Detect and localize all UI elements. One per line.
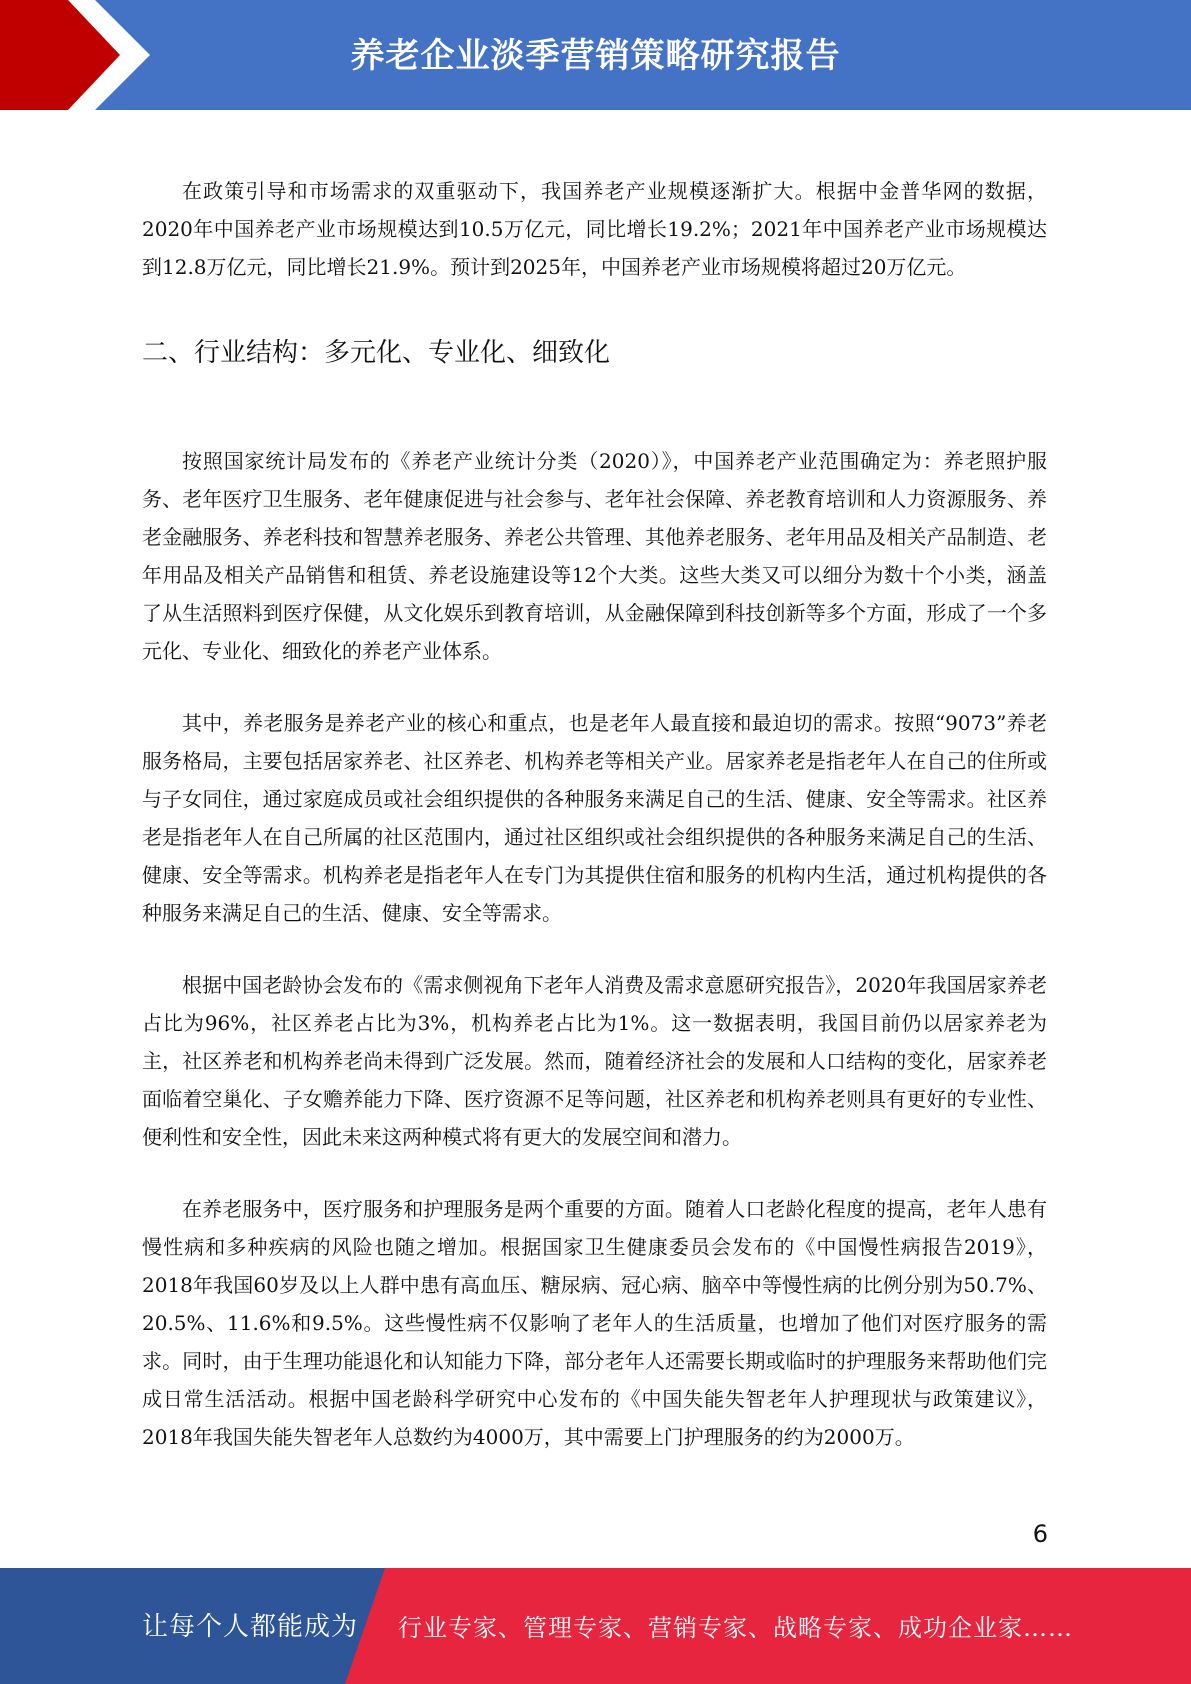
- paragraph-classification: 按照国家统计局发布的《养老产业统计分类（2020）》，中国养老产业范围确定为：养老照护服务、老年医疗卫生服务、老年健康促进与社会参与、老年社会保障、养老教育培训和人力资源服务、养老金融服务、养老科技和智慧养老服务、养老公共管理、其他养老服务、老年用品及相关产品制造、老年用品及相关产品销售和租赁、养老设施建设等12个大类。这些大类又可以细分为数十个小类，涵盖了从生活照料到医疗保健，从文化娱乐到教育培训，从金融保障到科技创新等多个方面，形成了一个多元化、专业化、细致化的养老产业体系。: [142, 449, 1047, 663]
- page-number: 6: [1032, 1520, 1048, 1548]
- footer-slogan-right: 行业专家、管理专家、营销专家、战略专家、成功企业家……: [398, 1614, 1073, 1642]
- paragraph-survey-data: 根据中国老龄协会发布的《需求侧视角下老年人消费及需求意愿研究报告》，2020年我国居家养老占比为96%，社区养老占比为3%，机构养老占比为1%。这一数据表明，我国目前仍以居家养老为主，社区养老和机构养老尚未得到广泛发展。然而，随着经济社会的发展和人口结构的变化，居家养老面临着空巢化、子女赡养能力下降、医疗资源不足等问题，社区养老和机构养老则具有更好的专业性、便利性和安全性，因此未来这两种模式将有更大的发展空间和潜力。: [142, 973, 1047, 1149]
- section-title: 二、行业结构：多元化、专业化、细致化: [142, 338, 611, 368]
- page-footer: [0, 1568, 1191, 1684]
- intro-paragraph: 在政策引导和市场需求的双重驱动下，我国养老产业规模逐渐扩大。根据中金普华网的数据，2020年中国养老产业市场规模达到10.5万亿元，同比增长19.2%；2021年中国养老产业市场规模达到12.8万亿元，同比增长21.9%。预计到2025年，中国养老产业市场规模将超过20万亿元。: [142, 179, 1047, 279]
- document-title: 养老企业淡季营销策略研究报告: [350, 36, 841, 76]
- footer-slogan-left: 让每个人都能成为: [142, 1612, 359, 1642]
- paragraph-elderly-services: 其中，养老服务是养老产业的核心和重点，也是老年人最直接和最迫切的需求。按照“9073”养老服务格局，主要包括居家养老、社区养老、机构养老等相关产业。居家养老是指老年人在自己的住所或与子女同住，通过家庭成员或社会组织提供的各种服务来满足自己的生活、健康、安全等需求。社区养老是指老年人在自己所属的社区范围内，通过社区组织或社会组织提供的各种服务来满足自己的生活、健康、安全等需求。机构养老是指老年人在专门为其提供住宿和服务的机构内生活，通过机构提供的各种服务来满足自己的生活、健康、安全等需求。: [142, 711, 1047, 925]
- page-header: [0, 0, 1191, 110]
- main-content: [142, 172, 1047, 1456]
- paragraph-medical-care: 在养老服务中，医疗服务和护理服务是两个重要的方面。随着人口老龄化程度的提高，老年人患有慢性病和多种疾病的风险也随之增加。根据国家卫生健康委员会发布的《中国慢性病报告2019》，2018年我国60岁及以上人群中患有高血压、糖尿病、冠心病、脑卒中等慢性病的比例分别为50.7%、20.5%、11.6%和9.5%。这些慢性病不仅影响了老年人的生活质量，也增加了他们对医疗服务的需求。同时，由于生理功能退化和认知能力下降，部分老年人还需要长期或临时的护理服务来帮助他们完成日常生活活动。根据中国老龄科学研究中心发布的《中国失能失智老年人护理现状与政策建议》，2018年我国失能失智老年人总数约为4000万，其中需要上门护理服务的约为2000万。: [142, 1197, 1047, 1449]
